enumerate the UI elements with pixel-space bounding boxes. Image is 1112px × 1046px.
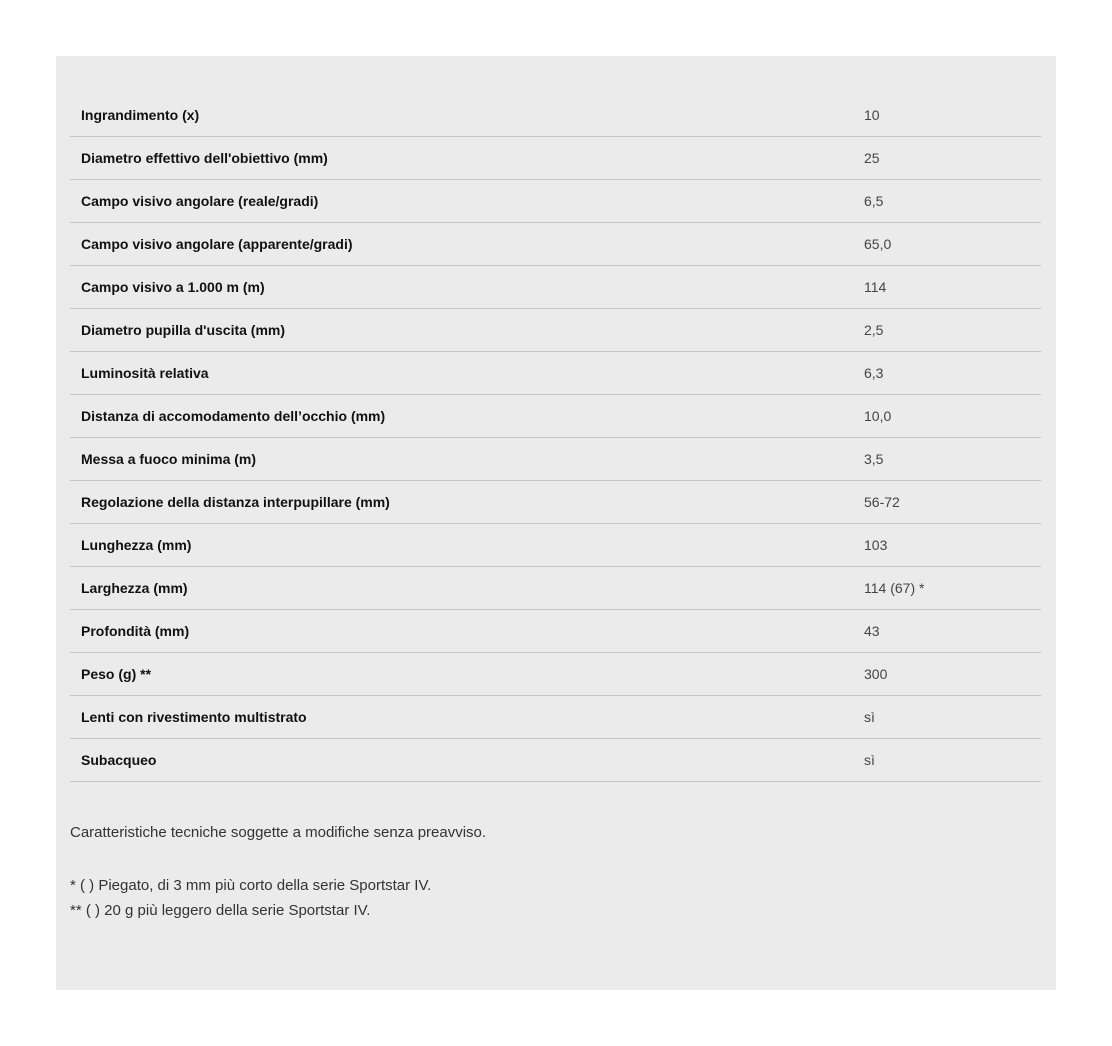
spec-value: 65,0 [864,223,1041,266]
spec-value: 114 (67) * [864,567,1041,610]
spec-value: 10 [864,94,1041,137]
spec-label: Distanza di accomodamento dell’occhio (mm) [70,395,864,438]
disclaimer-text: Caratteristiche tecniche soggette a modifiche senza preavviso. [70,824,487,841]
spec-row [70,352,1041,395]
spec-row [70,266,1041,309]
spec-label: Campo visivo angolare (apparente/gradi) [70,223,864,266]
specifications-panel [56,56,1056,990]
specifications-table [70,94,1041,782]
spec-value: 300 [864,653,1041,696]
spec-row [70,309,1041,352]
spec-label: Ingrandimento (x) [70,94,864,137]
spec-label: Diametro pupilla d'uscita (mm) [70,309,864,352]
spec-label: Campo visivo angolare (reale/gradi) [70,180,864,223]
spec-row [70,180,1041,223]
spec-label: Profondità (mm) [70,610,864,653]
spec-value: 2,5 [864,309,1041,352]
notes-spacer [70,845,486,873]
spec-value: 43 [864,610,1041,653]
spec-value: sì [864,696,1041,739]
spec-label: Campo visivo a 1.000 m (m) [70,266,864,309]
footnote-weight: ** ( ) 20 g più leggero della serie Sportstar IV. [70,902,371,919]
spec-label: Subacqueo [70,739,864,782]
footnote-folded: * ( ) Piegato, di 3 mm più corto della serie Sportstar IV. [70,877,432,894]
spec-row [70,438,1041,481]
spec-value: 56-72 [864,481,1041,524]
spec-label: Luminosità relativa [70,352,864,395]
spec-notes [70,820,486,923]
spec-value: sì [864,739,1041,782]
spec-row [70,567,1041,610]
spec-label: Messa a fuoco minima (m) [70,438,864,481]
spec-row [70,481,1041,524]
spec-row [70,696,1041,739]
spec-label: Regolazione della distanza interpupillare (mm) [70,481,864,524]
spec-value: 103 [864,524,1041,567]
spec-label: Larghezza (mm) [70,567,864,610]
spec-row [70,739,1041,782]
spec-row [70,395,1041,438]
spec-value: 25 [864,137,1041,180]
spec-row [70,94,1041,137]
spec-row [70,137,1041,180]
spec-value: 114 [864,266,1041,309]
spec-value: 10,0 [864,395,1041,438]
specifications-table-body [70,94,1041,782]
spec-label: Diametro effettivo dell'obiettivo (mm) [70,137,864,180]
spec-label: Peso (g) ** [70,653,864,696]
spec-value: 6,3 [864,352,1041,395]
spec-label: Lenti con rivestimento multistrato [70,696,864,739]
spec-row [70,610,1041,653]
spec-row [70,524,1041,567]
spec-value: 3,5 [864,438,1041,481]
spec-value: 6,5 [864,180,1041,223]
spec-row [70,223,1041,266]
spec-row [70,653,1041,696]
spec-label: Lunghezza (mm) [70,524,864,567]
